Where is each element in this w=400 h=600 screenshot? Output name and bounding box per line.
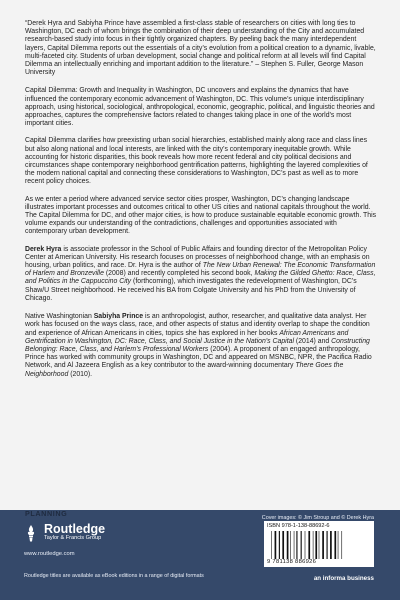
description-paragraph-1: Capital Dilemma: Growth and Inequality in Washington, DC uncovers and explains the dynamics that have influenced the contemporary economic advancement of Washington, DC. This volume’s unique interdisciplinary approach, using historical, sociological, anthropological, economic, geographic, political, and linguistic theories and approaches, captures the comprehensive factors related to changes taking place in one of the world’s most important cities. [25, 87, 375, 128]
author-bio-prince [25, 313, 377, 379]
publisher-url: www.routledge.com [24, 551, 75, 557]
bio-text: Native Washingtonian [25, 313, 94, 321]
cover-image-credits: Cover images: © Jim Stroup and © Derek Hyra [261, 515, 374, 521]
barcode-icon [270, 531, 368, 559]
publisher-logo [24, 523, 105, 542]
ebook-note: Routledge titles are available as eBook editions in a range of digital formats [24, 573, 204, 579]
subject-category: PLANNING [25, 509, 68, 518]
informa-imprint: an informa business [313, 575, 374, 582]
isbn-number: ISBN 978-1-138-88692-6 [267, 523, 330, 529]
isbn-barcode [264, 521, 374, 567]
barcode-digits: 9 781138 886926 [267, 559, 317, 565]
bio-text: (2010). [68, 370, 93, 378]
bio-text: (2004). A proponent of an engaged anthropology, Prince has worked with community groups in Washington, DC and appeared on MSNBC, NPR, the Pacifica Radio Network, and Al Jazeera English as a key contributor to the award-winning documentary [25, 345, 372, 370]
publisher-group: Taylor & Francis Group [44, 535, 102, 541]
bio-text: is associate professor in the School of Public Affairs and founding director of the Metropolitan Policy Center at American University. His research focuses on processes of neighborhood change, with an emphasis on housing, urban politics, and race. Dr. Hyra is the author of [25, 245, 370, 270]
book-title: Constructing Belonging: Race, Class, and Harlem’s Professional Workers [25, 337, 370, 353]
endorsement-quote: “Derek Hyra and Sabiyha Prince have assembled a first-class stable of researchers on cities with long ties to Washington, DC each of whom brings the combination of their deep understanding of the City and accumulated research-based study into focus in their tightly organized chapters. By peeling back the many interdependent layers, Capital Dilemma reports out the essentials of a city’s evolution from a political creation to a dynamic, livable, multi-faceted city. Students of urban development, social change and political reform at all levels will find Capital Dilemma an intellectually enriching and important addition to the literature.” – Stephen S. Fuller, George Mason University [25, 20, 376, 77]
book-title: African Americans and Gentrification in Washington, DC: Race, Class, and Social Justice in the Nation’s Capital [25, 329, 349, 345]
description-paragraph-2: Capital Dilemma clarifies how preexisting urban social hierarchies, established mainly along race and class lines but also along national and local interests, are linked with the city’s contemporary inequitable growth. While accounting for historic disparities, this book reveals how more recent federal and city political decisions and circumstances shape contemporary neighborhood gentrification patterns, highlighting the layered complexities of the modern national capital and connecting these considerations to Washington, DC’s past as well as to more recent policy choices. [25, 137, 368, 186]
author-name-hyra: Derek Hyra [25, 245, 62, 253]
film-title: There Goes the Neighborhood [25, 362, 344, 378]
book-title: The New Urban Renewal: The Economic Transformation of Harlem and Bronzeville [25, 262, 376, 278]
bio-text: is an anthropologist, author, researcher, and qualitative data analyst. Her work has focused on the ways class, race, and other aspects of status and identity overlap to shape the condition and experience of African Americans in cities, topics she has explored in her books [25, 313, 370, 337]
description-paragraph-3: As we enter a period where advanced service sector cities prosper, Washington, DC’s changing landscape illustrates important processes and outcomes critical to other US cities and national capitals throughout the world. The Capital Dilemma for DC, and other major cities, is how to produce sustainable equitable economic growth. This volume expands our understanding of the contradictions, challenges and opportunities associated with contemporary urban development. [25, 195, 377, 236]
author-bio-hyra [25, 246, 377, 303]
book-title: Making the Gilded Ghetto: Race, Class, and Politics in the Cappuccino City [25, 270, 376, 286]
author-name-prince: Sabiyha Prince [93, 313, 144, 321]
publisher-name: Routledge [44, 522, 106, 536]
bio-text: (2014) and [294, 337, 332, 345]
routledge-torch-icon [24, 524, 38, 542]
bio-text: (2008) and recently completed his second book, [103, 270, 255, 278]
bio-text: (forthcoming), which investigates the redevelopment of Washington, DC’s Shaw/U Street neighborhood. He received his BA from Colgate University and his PhD from the University of Chicago. [25, 278, 357, 302]
back-cover-text [25, 20, 377, 389]
